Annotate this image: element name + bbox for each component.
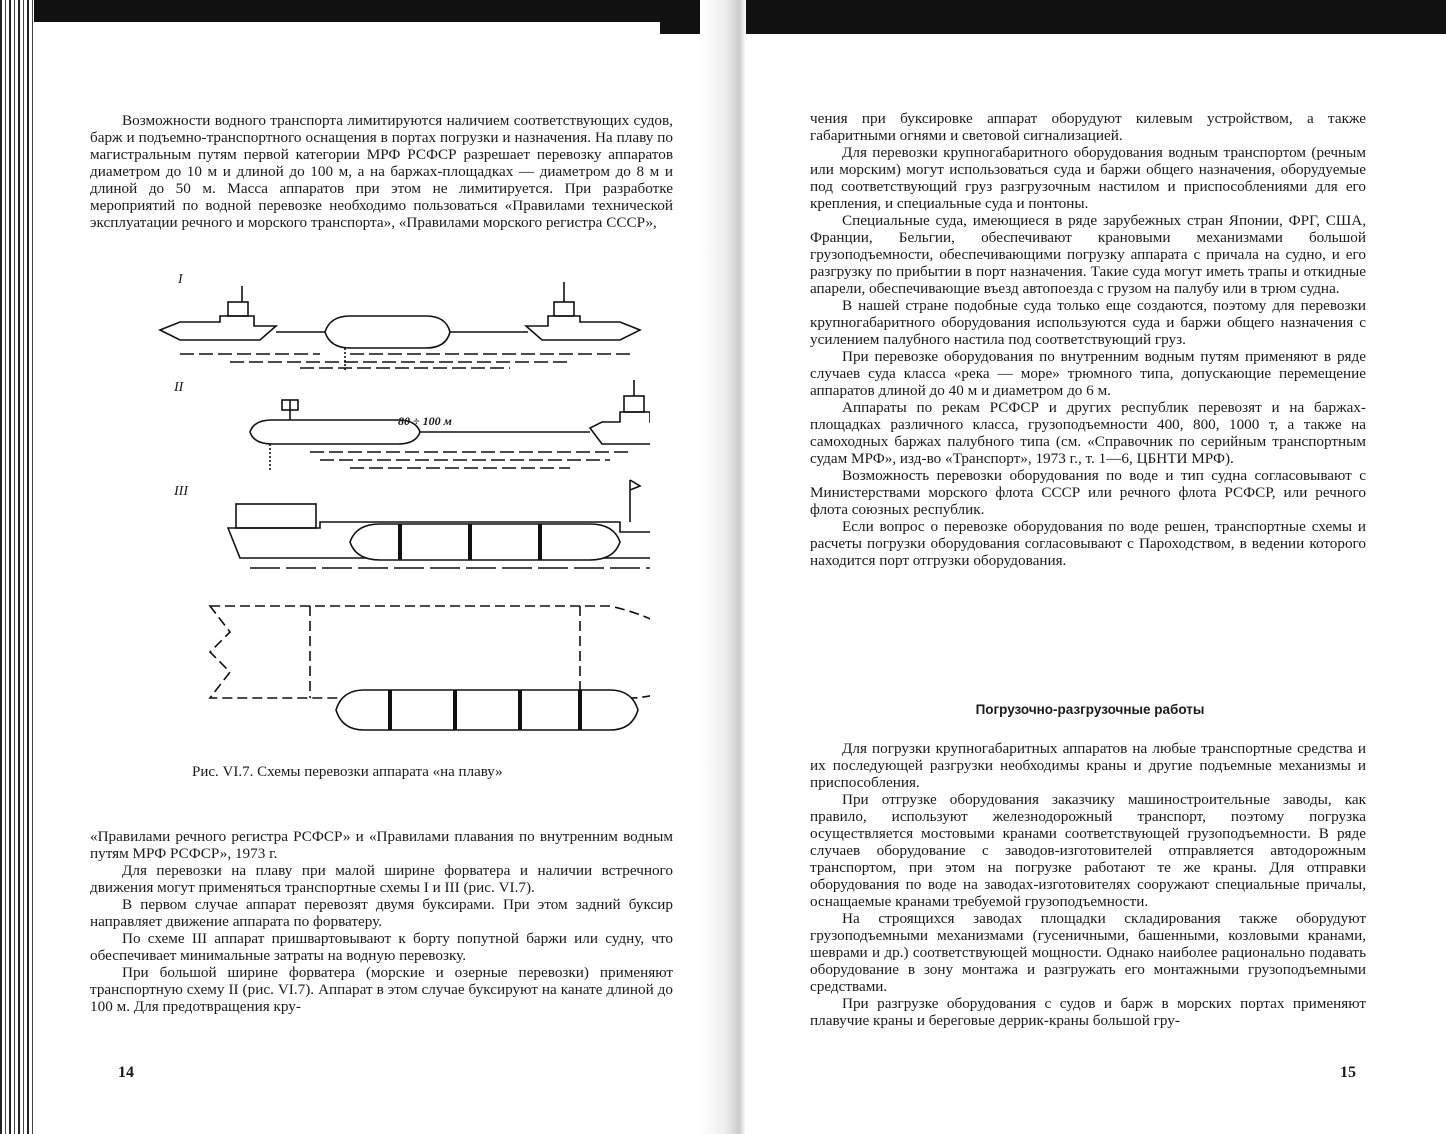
section-heading: Погрузочно-разгрузочные работы: [975, 702, 1205, 717]
scheme-1-drawing: [160, 282, 640, 372]
right-paragraph-6: Аппараты по рекам РСФСР и других республик перевозят и на баржах-площадках различного класса, грузоподъемности 400, 800, 1000 т, а также на самоходных баржах палубного типа (см. «Справочник по серийным транспортным судам МРФ», изд-во «Транспорт», 1973 г., т. 1—6, ЦБНТИ МРФ).: [810, 399, 1366, 467]
right-paragraph-7: Возможность перевозки оборудования по воде и тип судна согласовывают с Министерствами морского флота СССР или речного флота РСФСР, или речного флота союзных республик.: [810, 467, 1366, 518]
scheme-label-3: III: [174, 484, 188, 499]
right-paragraph-5: При перевозке оборудования по внутренним водным путям применяют в ряде случаев суда класса «река — море» трюмного типа, допускающие перемещение аппаратов длиной до 40 м и диаметром до 6 м.: [810, 348, 1366, 399]
left-paragraph-2: «Правилами речного регистра РСФСР» и «Правилами плавания по внутренним водным путям МРФ РСФСР», 1973 г.: [90, 828, 673, 862]
right-paragraph-9: Для погрузки крупногабаритных аппаратов на любые транспортные средства и их последующей разгрузки необходимы краны и другие подъемные механизмы и приспособления.: [810, 740, 1366, 791]
scheme-label-1: I: [178, 272, 183, 287]
book-spine-edge: [0, 0, 34, 1134]
scheme-label-2: II: [174, 380, 184, 395]
right-paragraph-4: В нашей стране подобные суда только еще создаются, поэтому для перевозки крупногабаритного оборудования используются суда и баржи общего назначения с усилением палубного настила под соответствующий груз.: [810, 297, 1366, 348]
right-page: [810, 0, 1370, 1134]
right-paragraph-1: чения при буксировке аппарат оборудуют килевым устройством, а также габаритными огнями и световой сигнализацией.: [810, 110, 1366, 144]
left-paragraph-3: Для перевозки на плаву при малой ширине форватера и наличии встречного движения могут применяться транспортные схемы I и III (рис. VI.7).: [90, 862, 673, 896]
left-page: [90, 0, 690, 1134]
right-paragraph-2: Для перевозки крупногабаритного оборудования водным транспортом (речным или морским) могут использоваться суда и баржи общего назначения, оборудуемые под соответствующий груз разгрузочным настилом и приспособлениями для его крепления, и специальные суда и понтоны.: [810, 144, 1366, 212]
left-paragraph-6: При большой ширине форватера (морские и озерные перевозки) применяют транспортную схему II (рис. VI.7). Аппарат в этом случае буксируют на канате длиной до 100 м. Для предотвращения кру-: [90, 964, 673, 1015]
right-text-bottom: [810, 740, 1366, 1029]
right-text-top: [810, 110, 1366, 569]
left-paragraph-5: По схеме III аппарат пришвартовывают к борту попутной баржи или судну, что обеспечивает минимальные затраты на водную перевозку.: [90, 930, 673, 964]
figure-transport-schemes: [150, 272, 650, 732]
distance-label: 80 ÷ 100 м: [398, 414, 452, 428]
left-paragraph-1: Возможности водного транспорта лимитируются наличием соответствующих судов, барж и подъемно-транспортного оснащения в портах погрузки и назначения. На плаву по магистральным путям первой категории МРФ РСФСР разрешает перевозку аппаратов диаметром до 10 м и длиной до 100 м, а на баржах-площадках — диаметром до 8 м и длиной до 50 м. Масса аппаратов при этом не лимитируется. При разработке мероприятий по водной перевозке необходимо пользоваться «Правилами технической эксплуатации речного и морского транспорта», «Правилами морского регистра СССР»,: [90, 112, 673, 231]
left-paragraph-4: В первом случае аппарат перевозят двумя буксирами. При этом задний буксир направляет движение аппарата по форватеру.: [90, 896, 673, 930]
right-paragraph-3: Специальные суда, имеющиеся в ряде зарубежных стран Японии, ФРГ, США, Франции, Бельгии, обеспечивают крановыми механизмами большой грузоподъемности, обеспечивающими погрузку аппарата с причала на судно, и его разгрузку по прибытии в порт назначения. Такие суда могут иметь трапы и откидные апарели, обеспечивающие въезд автопоезда с грузом на палубу или в трюм судна.: [810, 212, 1366, 297]
left-text-top: [90, 112, 673, 231]
scheme-3-side-view: [228, 480, 650, 568]
page-number-right: 15: [1340, 1064, 1356, 1081]
figure-caption: Рис. VI.7. Схемы перевозки аппарата «на плаву»: [192, 764, 503, 780]
scheme-3-plan-view: [210, 606, 650, 730]
right-paragraph-11: На строящихся заводах площадки складирования также оборудуют грузоподъемными механизмами (гусеничными, башенными, козловыми кранами, шеврами и др.) соответствующей мощности. Однако наиболее рационально подавать оборудование в зону монтажа и разгружать его монтажными грузоподъемными средствами.: [810, 910, 1366, 995]
right-paragraph-12: При разгрузке оборудования с судов и барж в морских портах применяют плавучие краны и береговые деррик-краны большой гру-: [810, 995, 1366, 1029]
right-paragraph-10: При отгрузке оборудования заказчику машиностроительные заводы, как правило, используют железнодорожный транспорт, поэтому погрузка осуществляется мостовыми кранами соответствующей грузоподъемности. В ряде случаев оборудование с заводов-изготовителей отправляется автодорожным транспортом, при этом на погрузке работают те же краны. Для отправки оборудования по воде на заводах-изготовителях сооружают специальные причалы, оснащаемые кранами требуемой грузоподъемности.: [810, 791, 1366, 910]
page-number-left: 14: [118, 1064, 134, 1081]
right-paragraph-8: Если вопрос о перевозке оборудования по воде решен, транспортные схемы и расчеты погрузки оборудования согласовывают с Пароходством, в ведении которого находится порт отгрузки оборудования.: [810, 518, 1366, 569]
book-gutter: [700, 0, 746, 1134]
left-text-bottom: [90, 828, 673, 1015]
